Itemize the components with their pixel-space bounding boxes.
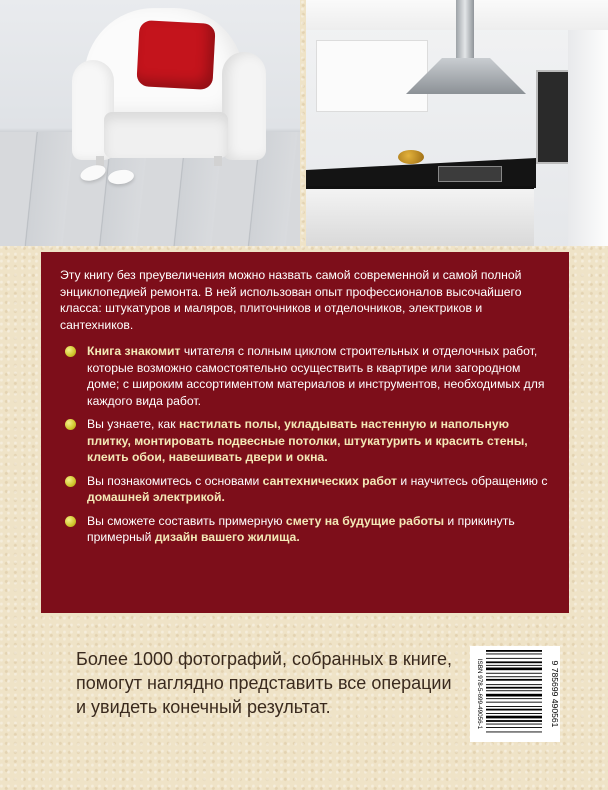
- barcode-bar: [486, 716, 542, 719]
- photo-count-text: Более 1000 фотографий, собранных в книге, помогут наглядно представить все операции и увидеть конечный результат.: [76, 649, 452, 717]
- feature-text-bold: смету на будущие работы: [285, 513, 445, 528]
- barcode-bar: [486, 706, 542, 707]
- barcode-bar: [486, 673, 542, 674]
- photo-armchair: [0, 0, 300, 246]
- feature-text-bold: настилать полы, укладывать настенную и напольную плитку, монтировать подвесные потолки, штукатурить и красить стены, клеить обои, навешивать двери и окна.: [87, 417, 528, 464]
- feature-text: читателя с полным циклом строительных и отделочных работ, которые возможно самостоятельно осуществить в квартире или загородном доме; с широким ассортиментом материалов и инструментов, необходимых для каждого вида работ.: [87, 344, 545, 408]
- armchair-right-arm: [222, 52, 266, 160]
- bullet-icon: [65, 476, 76, 487]
- barcode-bar: [486, 650, 542, 652]
- barcode-bar: [486, 658, 542, 659]
- barcode-bar: [486, 709, 542, 711]
- feature-item: [60, 513, 555, 546]
- feature-list: [60, 343, 555, 546]
- kitchen-island: [306, 186, 534, 246]
- barcode-bar: [486, 724, 542, 725]
- isbn-barcode: [470, 646, 560, 742]
- armchair-seat: [104, 112, 228, 158]
- feature-item: [60, 473, 555, 506]
- feature-item: [60, 343, 555, 409]
- feature-text-bold: домашней электрикой.: [87, 490, 225, 504]
- barcode-bar: [486, 727, 542, 728]
- description-panel: [41, 252, 569, 613]
- feature-text: и научитесь обращению с: [397, 473, 548, 488]
- feature-text: Вы сможете составить примерную: [87, 513, 286, 528]
- bullet-icon: [65, 419, 76, 430]
- feature-text-bold: Книга знакомит: [87, 344, 181, 358]
- feature-item: [60, 416, 555, 466]
- bullet-icon: [65, 516, 76, 527]
- barcode-bar: [486, 690, 542, 691]
- armchair-leg: [214, 156, 222, 166]
- barcode-graphic: [470, 646, 560, 742]
- barcode-bar: [486, 713, 542, 714]
- feature-text-bold: сантехнических работ: [262, 473, 398, 488]
- cooktop: [438, 166, 502, 182]
- barcode-bar: [486, 684, 542, 685]
- barcode-bar: [486, 698, 542, 699]
- feature-text: и прикинуть примерный: [87, 513, 515, 544]
- photo-kitchen: [306, 0, 608, 246]
- barcode-bar: [486, 668, 542, 671]
- hood-chimney: [456, 0, 474, 60]
- feature-text: Вы узнаете, как: [87, 417, 179, 431]
- barcode-bars: [486, 650, 542, 732]
- barcode-bar: [486, 687, 542, 689]
- barcode-bar: [486, 720, 542, 722]
- barcode-bar: [486, 661, 542, 663]
- barcode-bar: [486, 676, 542, 677]
- kitchen-wall: [568, 30, 608, 246]
- barcode-bar: [486, 694, 542, 697]
- red-pillow: [136, 20, 215, 90]
- barcode-bar: [486, 654, 542, 655]
- intro-paragraph: Эту книгу без преувеличения можно назвать самой современной и самой полной энциклопедией ремонта. В ней использован опыт профессионалов высочайшего класса: штукатуров и маляров, плиточников и отделочников, электриков и сантехников.: [60, 268, 522, 332]
- barcode-bar: [486, 732, 542, 733]
- built-in-oven: [536, 70, 570, 164]
- isbn-number: ISBN 978-5-699-49056-1: [476, 658, 483, 730]
- feature-text: Вы познакомитесь с основами: [87, 473, 263, 488]
- barcode-digits: 9 785699 490561: [550, 660, 560, 728]
- kitchen-cabinet: [316, 40, 428, 112]
- barcode-bar: [486, 702, 542, 703]
- feature-text-bold: дизайн вашего жилища.: [154, 530, 300, 544]
- barcode-bar: [486, 679, 542, 681]
- barcode-bar: [486, 665, 542, 666]
- fruit-bowl: [398, 150, 424, 164]
- bullet-icon: [65, 346, 76, 357]
